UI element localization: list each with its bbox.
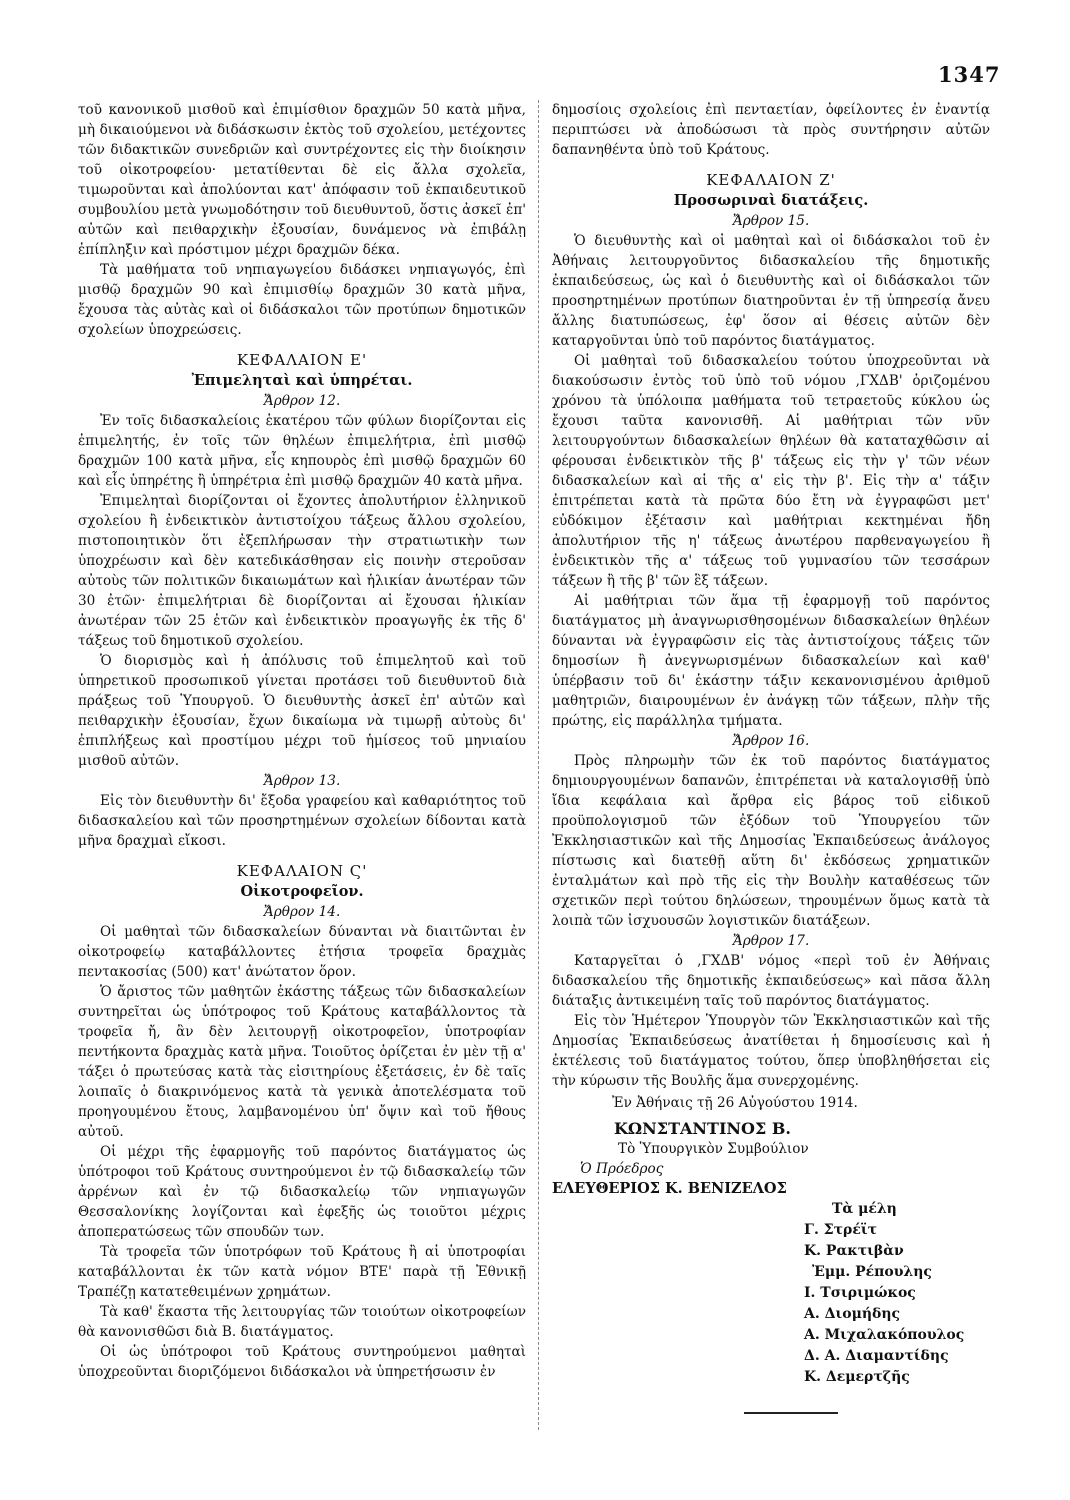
article-heading: Ἄρθρον 16.	[732, 733, 810, 749]
article-heading: Ἄρθρον 15.	[732, 213, 810, 229]
paragraph: Τὰ τροφεῖα τῶν ὑποτρόφων τοῦ Κράτους ἢ αἱ ὑποτροφίαι καταβάλλονται ἐκ τῶν κατὰ νόμον ΒΤΕ' παρὰ τῇ Ἐθνικῇ Τραπέζῃ κατατεθειμένων χρημάτων.	[78, 1244, 526, 1300]
paragraph: Ὁ διευθυντὴς καὶ οἱ μαθηταὶ καὶ οἱ διδάσκαλοι τοῦ ἐν Ἀθήναις λειτουργοῦντος διδασκαλείου τῆς δημοτικῆς ἐκπαιδεύσεως, ὡς καὶ ὁ διευθυντὴς καὶ οἱ διδάσκαλοι τῶν προσηρτημένων προτύπων διατηροῦνται ἐν τῇ ὑπηρεσίᾳ ἄνευ ἄλλης διατυπώσεως, ἐφ' ὅσον αἱ θέσεις αὐτῶν δὲν καταργοῦνται ὑπὸ τοῦ παρόντος διατάγματος.	[552, 233, 990, 349]
paragraph: Οἱ ὡς ὑπότροφοι τοῦ Κράτους συντηρούμενοι μαθηταὶ ὑποχρεοῦνται διοριζόμενοι διδάσκαλοι νὰ ὑπηρετήσωσιν ἐν	[78, 1344, 526, 1380]
prime-minister-title: Ὁ Πρόεδρος	[580, 1161, 664, 1177]
right-column	[552, 100, 990, 1388]
paragraph: τοῦ κανονικοῦ μισθοῦ καὶ ἐπιμίσθιον δραχμῶν 50 κατὰ μῆνα, μὴ δικαιούμενοι νὰ διδάσκωσιν ἐκτὸς τοῦ σχολείου, μετέχοντες τῶν διδακτικῶν συνεδριῶν καὶ συντρέχοντες εἰς τὴν διοίκησιν τοῦ οἰκοτροφείου· μετατίθενται δὲ εἰς ἄλλα σχολεῖα, τιμωροῦνται καὶ ἀπολύονται κατ' ἀπόφασιν τοῦ ἐκπαιδευτικοῦ συμβουλίου μετὰ γνωμοδότησιν τοῦ διευθυντοῦ, ὅστις ἀσκεῖ ἐπ' αὐτῶν καὶ πειθαρχικὴν ἐξουσίαν, δυνάμενος νὰ ἐπιβάλῃ ἐπίπληξιν καὶ πρόστιμον μέχρι δραχμῶν δέκα.	[78, 102, 526, 258]
king-signature: ΚΩΝΣΤΑΝΤΙΝΟΣ Β.	[614, 1119, 791, 1138]
paragraph: Ἐπιμεληταὶ διορίζονται οἱ ἔχοντες ἀπολυτήριον ἑλληνικοῦ σχολείου ἢ ἐνδεικτικὸν ἀντιστοίχου τάξεως ἄλλου σχολείου, πιστοποιητικὸν ὅτι ἐξεπλήρωσαν τὴν στρατιωτικὴν των ὑποχρέωσιν καὶ δὲν κατεδικάσθησαν εἰς ποινὴν στεροῦσαν αὐτοὺς τῶν πολιτικῶν δικαιωμάτων καὶ ἡλικίαν ἀνωτέραν τῶν 30 ἐτῶν· ἐπιμελήτριαι δὲ διορίζονται αἱ ἔχουσαι ἡλικίαν ἀνωτέραν τῶν 25 ἐτῶν καὶ ἐνδεικτικὸν προαγωγῆς ἐκ τῆς δ' τάξεως τοῦ δημοτικοῦ σχολείου.	[78, 493, 526, 649]
paragraph: Οἱ μαθηταὶ τῶν διδασκαλείων δύνανται νὰ διαιτῶνται ἐν οἰκοτροφείῳ καταβάλλοντες ἐτήσια τροφεῖα δραχμὰς πεντακοσίας (500) κατ' ἀνώτατον ὅρον.	[78, 924, 526, 980]
article-heading: Ἄρθρον 12.	[263, 393, 341, 409]
paragraph: Ὁ ἄριστος τῶν μαθητῶν ἑκάστης τάξεως τῶν διδασκαλείων συντηρεῖται ὡς ὑπότροφος τοῦ Κράτους καταβάλλοντος τὰ τροφεῖα ἤ, ἂν δὲν λειτουργῇ οἰκοτροφεῖον, ὑποτροφίαν πεντήκοντα δραχμὰς κατὰ μῆνα. Τοιοῦτος ὁρίζεται ἐν μὲν τῇ α' τάξει ὁ πρωτεύσας κατὰ τὰς εἰσιτηρίους ἐξετάσεις, ἐν δὲ ταῖς λοιπαῖς ὁ διακρινόμενος κατὰ τὰ γενικὰ ἀποτελέσματα τοῦ προηγουμένου ἔτους, λαμβανομένου ὑπ' ὄψιν καὶ τοῦ ἤθους αὐτοῦ.	[78, 984, 526, 1140]
minister-name: Ἐμμ. Ρέπουλης	[812, 1264, 932, 1280]
paragraph: Αἱ μαθήτριαι τῶν ἅμα τῇ ἐφαρμογῇ τοῦ παρόντος διατάγματος μὴ ἀναγνωρισθησομένων διδασκαλείων θηλέων δύνανται νὰ ἐγγραφῶσιν εἰς τὰς ἀντιστοίχους τάξεις τῶν δημοσίων ἢ ἀνεγνωρισμένων διδασκαλείων καὶ καθ' ὑπέρβασιν τοῦ δι' ἑκάστην τάξιν κεκανονισμένου ἀριθμοῦ μαθητριῶν, διαιρουμένων ἐν ἀνάγκῃ τῶν τάξεων, πλὴν τῆς πρώτης, εἰς παράλληλα τμήματα.	[552, 593, 990, 729]
page-number: 1347	[938, 62, 1001, 87]
article-heading: Ἄρθρον 17.	[732, 933, 810, 949]
minister-name: Α. Μιχαλακόπουλος	[804, 1327, 965, 1343]
paragraph: Οἱ μαθηταὶ τοῦ διδασκαλείου τούτου ὑποχρεοῦνται νὰ διακούσωσιν ἐντὸς τοῦ ὑπὸ τοῦ νόμου ,ΓΧΔΒ' ὁριζομένου χρόνου τὰ ὑπόλοιπα μαθήματα τοῦ τετραετοῦς κύκλου ὡς ἔχουσι ταῦτα κανονισθῆ. Αἱ μαθήτριαι τῶν νῦν λειτουργούντων διδασκαλείων θηλέων θὰ καταταχθῶσιν αἱ φέρουσαι ἐνδεικτικὸν τῆς β' τάξεως εἰς τὴν γ' τῶν νέων διδασκαλείων καὶ αἱ τῆς α' εἰς τὴν β'. Εἰς τὴν α' τάξιν ἐπιτρέπεται κατὰ τὰ πρῶτα δύο ἔτη νὰ ἐγγραφῶσι μετ' εὐδόκιμον ἐξέτασιν καὶ μαθήτριαι κεκτημέναι ἤδη ἀπολυτήριον τῆς η' τάξεως ἀνωτέρου παρθεναγωγείου ἢ ἐνδεικτικὸν τῆς α' τάξεως τοῦ γυμνασίου τῶν τεσσάρων τάξεων ἢ τῆς β' τῶν ἓξ τάξεων.	[552, 353, 990, 589]
chapter-title: Προσωριναὶ διατάξεις.	[673, 192, 869, 209]
chapter-title: Οἰκοτροφεῖον.	[240, 883, 364, 900]
closing-rule	[744, 1412, 838, 1414]
paragraph: Τὰ μαθήματα τοῦ νηπιαγωγείου διδάσκει νηπιαγωγός, ἐπὶ μισθῷ δραχμῶν 90 καὶ ἐπιμισθίῳ δραχμῶν 30 κατὰ μῆνα, ἔχουσα τὰς αὐτὰς καὶ οἱ διδάσκαλοι τῶν προτύπων δημοτικῶν σχολείων ὑποχρεώσεις.	[78, 262, 526, 338]
paragraph: Τὰ καθ' ἕκαστα τῆς λειτουργίας τῶν τοιούτων οἰκοτροφείων θὰ κανονισθῶσι διὰ Β. διατάγματος.	[78, 1304, 526, 1340]
column-divider	[538, 100, 539, 1430]
paragraph: Εἰς τὸν Ἡμέτερον Ὑπουργὸν τῶν Ἐκκλησιαστικῶν καὶ τῆς Δημοσίας Ἐκπαιδεύσεως ἀνατίθεται ἡ δημοσίευσις καὶ ἡ ἐκτέλεσις τοῦ διατάγματος τούτου, ὅπερ ὑποβληθήσεται εἰς τὴν κύρωσιν τῆς Βουλῆς ἅμα συνερχομένης.	[552, 1013, 990, 1089]
paragraph: Πρὸς πληρωμὴν τῶν ἐκ τοῦ παρόντος διατάγματος δημιουργουμένων δαπανῶν, ἐπιτρέπεται νὰ καταλογισθῇ ὑπὸ ἴδια κεφάλαια καὶ ἄρθρα εἰς βάρος τοῦ εἰδικοῦ προϋπολογισμοῦ τῶν ἐξόδων τοῦ Ὑπουργείου τῶν Ἐκκλησιαστικῶν καὶ τῆς Δημοσίας Ἐκπαιδεύσεως ἀνάλογος πίστωσις καὶ διατεθῇ αὕτη δι' ἐκδόσεως χρηματικῶν ἐνταλμάτων καὶ πρὸ τῆς εἰς τὴν Βουλὴν καταθέσεως τῶν σχετικῶν περὶ τούτου δηλώσεων, τηρουμένων ὅμως κατὰ τὰ λοιπὰ τῶν ἰσχυουσῶν λογιστικῶν διατάξεων.	[552, 753, 990, 929]
paragraph: Καταργεῖται ὁ ,ΓΧΔΒ' νόμος «περὶ τοῦ ἐν Ἀθήναις διδασκαλείου τῆς δημοτικῆς ἐκπαιδεύσεως» καὶ πᾶσα ἄλλη διάταξις ἀντικειμένη ταῖς τοῦ παρόντος διατάγματος.	[552, 953, 990, 1009]
minister-name: Κ. Ρακτιβὰν	[804, 1243, 904, 1259]
chapter-title: Ἐπιμεληταὶ καὶ ὑπηρέται.	[191, 372, 413, 389]
paragraph: Ἐν τοῖς διδασκαλείοις ἑκατέρου τῶν φύλων διορίζονται εἰς ἐπιμελητής, ἐν τοῖς τῶν θηλέων ἐπιμελήτρια, ἐπὶ μισθῷ δραχμῶν 100 κατὰ μῆνα, εἷς κηπουρὸς ἐπὶ μισθῷ δραχμῶν 60 καὶ εἷς ὑπηρέτης ἢ ὑπηρέτρια ἐπὶ μισθῷ δραχμῶν 40 κατὰ μῆνα.	[78, 413, 526, 489]
minister-name: Ι. Τσιριμώκος	[804, 1285, 916, 1301]
paragraph: δημοσίοις σχολείοις ἐπὶ πενταετίαν, ὀφείλοντες ἐν ἐναντίᾳ περιπτώσει νὰ ἀποδώσωσι τὰ πρὸς συντήρησιν αὐτῶν δαπανηθέντα ὑπὸ τοῦ Κράτους.	[552, 102, 990, 158]
minister-name: Γ. Στρέϊτ	[804, 1222, 878, 1238]
minister-name: Τὰ μέλη	[832, 1201, 897, 1217]
council-heading: Τὸ Ὑπουργικὸν Συμβούλιον	[618, 1141, 809, 1157]
paragraph: Εἰς τὸν διευθυντὴν δι' ἔξοδα γραφείου καὶ καθαριότητος τοῦ διδασκαλείου καὶ τῶν προσηρτημένων σχολείων δίδονται κατὰ μῆνα δραχμαὶ εἴκοσι.	[78, 793, 526, 849]
article-heading: Ἄρθρον 14.	[263, 904, 341, 920]
minister-name: Κ. Δεμερτζῆς	[804, 1369, 910, 1385]
paragraph: Οἱ μέχρι τῆς ἐφαρμογῆς τοῦ παρόντος διατάγματος ὡς ὑπότροφοι τοῦ Κράτους συντηρούμενοι ἐν τῷ διδασκαλείῳ τῶν ἀρρένων καὶ ἐν τῷ διδασκαλείῳ τῶν νηπιαγωγῶν Θεσσαλονίκης λογίζονται καὶ ἐφεξῆς ὡς τοιοῦτοι μέχρις ἀποπερατώσεως τῶν σπουδῶν των.	[78, 1144, 526, 1240]
minister-name: Α. Διομήδης	[804, 1306, 901, 1322]
ministers-list	[552, 1199, 990, 1388]
chapter-heading: ΚΕΦΑΛΑΙΟΝ Ζ'	[706, 171, 836, 189]
chapter-heading: ΚΕΦΑΛΑΙΟΝ Ε'	[236, 351, 368, 369]
paragraph: Ὁ διορισμὸς καὶ ἡ ἀπόλυσις τοῦ ἐπιμελητοῦ καὶ τοῦ ὑπηρετικοῦ προσωπικοῦ γίνεται προτάσει τοῦ διευθυντοῦ διὰ πράξεως τοῦ Ὑπουργοῦ. Ὁ διευθυντὴς ἀσκεῖ ἐπ' αὐτῶν καὶ πειθαρχικὴν ἐξουσίαν, ἔχων δικαίωμα νὰ τιμωρῇ αὐτοὺς δι' ἐπιπλήξεως καὶ προστίμου μέχρι τοῦ ἡμίσεος τοῦ μηνιαίου μισθοῦ αὐτῶν.	[78, 653, 526, 769]
article-heading: Ἄρθρον 13.	[263, 773, 341, 789]
minister-name: Δ. Α. Διαμαντίδης	[804, 1348, 949, 1364]
left-column	[78, 100, 526, 1382]
dateline: Ἐν Ἀθήναις τῇ 26 Αὐγούστου 1914.	[612, 1095, 858, 1111]
prime-minister-name: ΕΛΕΥΘΕΡΙΟΣ Κ. ΒΕΝΙΖΕΛΟΣ	[552, 1180, 787, 1197]
chapter-heading: ΚΕΦΑΛΑΙΟΝ Ϛ'	[236, 862, 368, 880]
